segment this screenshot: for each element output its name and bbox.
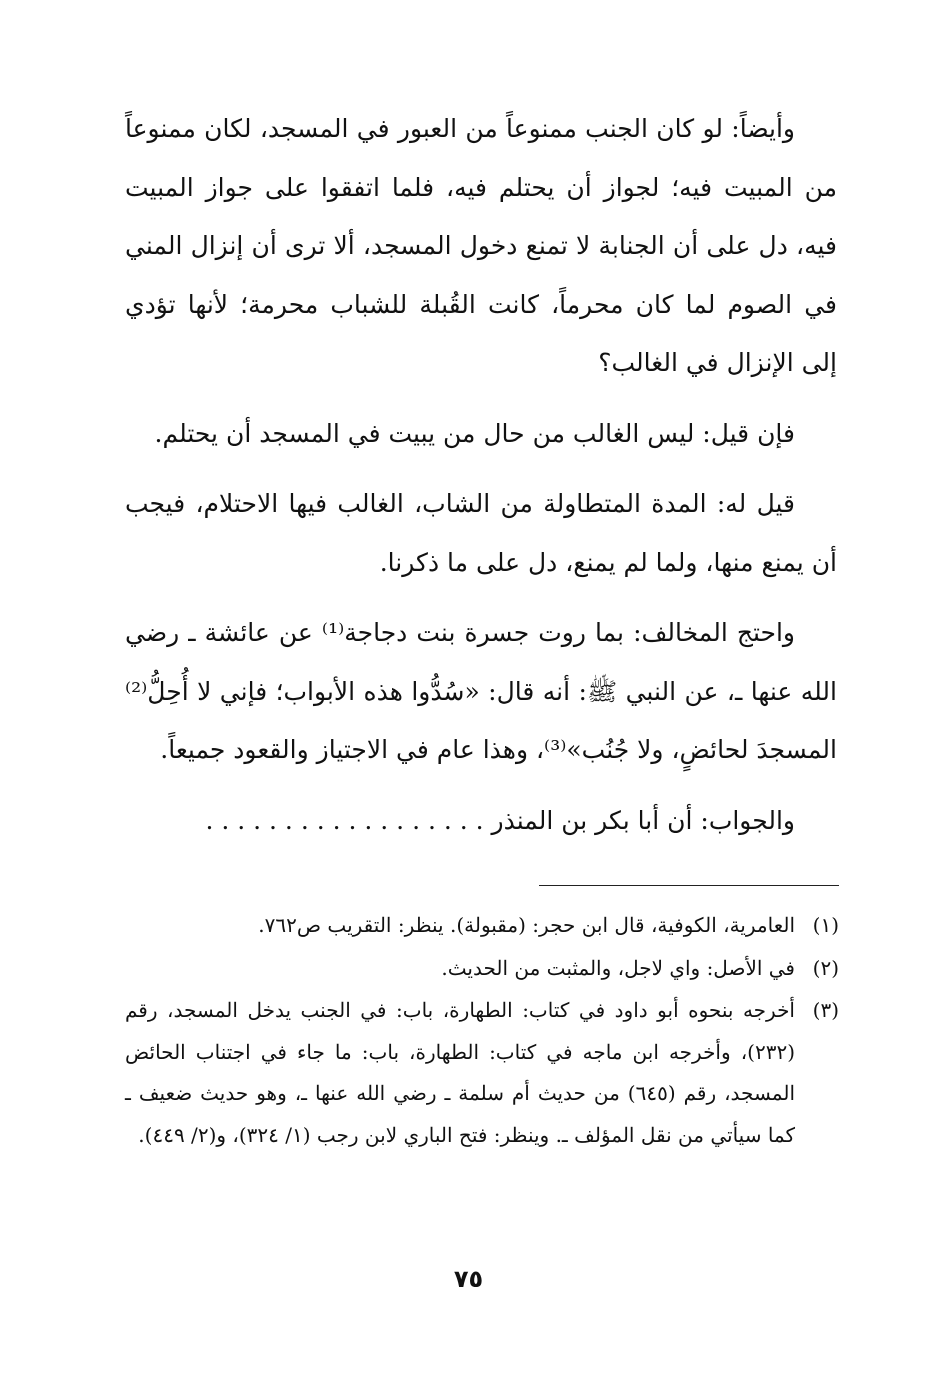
footnote-number: (٣): [812, 998, 839, 1022]
footnote-item: [125, 948, 839, 990]
main-text: [125, 100, 837, 850]
footnotes-section: [125, 905, 839, 1157]
footnote-item: [125, 905, 839, 947]
paragraph-argument: وأيضاً: لو كان الجنب ممنوعاً من العبور في المسجد، لكان ممنوعاً من المبيت فيه؛ لجواز أن يحتلم فيه، فلما اتفقوا على جواز المبيت فيه، دل على أن الجنابة لا تمنع دخول المسجد، ألا ترى أن إنزال المني في الصوم لما كان محرماً، كانت القُبلة للشباب محرمة؛ لأنها تؤدي إلى الإنزال في الغالب؟: [125, 114, 837, 377]
footnote-text: العامرية، الكوفية، قال ابن حجر: (مقبولة). ينظر: التقريب ص٧٦٢.: [258, 913, 795, 937]
footnote-number: (١): [812, 913, 839, 937]
paragraph-opponent-evidence: واحتج المخالف: بما روت جسرة بنت دجاجة⁽¹⁾ عن عائشة ـ رضي الله عنها ـ، عن النبي ﷺ: أنه قال: «سُدُّوا هذه الأبواب؛ فإني لا أُحِلُّ⁽²⁾ المسجدَ لحائضٍ، ولا جُنُب»⁽³⁾، وهذا عام في الاجتياز والقعود جميعاً.: [125, 618, 837, 764]
footnote-text: في الأصل: واي لاجل، والمثبت من الحديث.: [441, 955, 795, 980]
paragraph-reply: قيل له: المدة المتطاولة من الشاب، الغالب فيها الاحتلام، فيجب أن يمنع منها، ولما لم يمنع، دل على ما ذكرنا.: [125, 489, 837, 577]
footnote-item: [125, 990, 839, 1156]
page-number: ٧٥: [453, 1265, 484, 1293]
footnote-divider: [539, 885, 839, 886]
footnote-number: (٢): [812, 955, 839, 980]
footnote-text: أخرجه بنحوه أبو داود في كتاب: الطهارة، باب: في الجنب يدخل المسجد، رقم (٢٣٢)، وأخرجه ابن ماجه في كتاب: الطهارة، باب: ما جاء في اجتناب الحائض المسجد، رقم (٦٤٥) من حديث أم سلمة ـ رضي الله عنها ـ، وهو حديث ضعيف ـ كما سيأتي من نقل المؤلف ـ. وينظر: فتح الباري لابن رجب (١/ ٣٢٤)، و(٢/ ٤٤٩).: [125, 998, 795, 1147]
paragraph-answer: والجواب: أن أبا بكر بن المنذر . . . . . . . . . . . . . . . . . .: [205, 805, 795, 835]
paragraph-objection: فإن قيل: ليس الغالب من حال من يبيت في المسجد أن يحتلم.: [154, 418, 795, 448]
